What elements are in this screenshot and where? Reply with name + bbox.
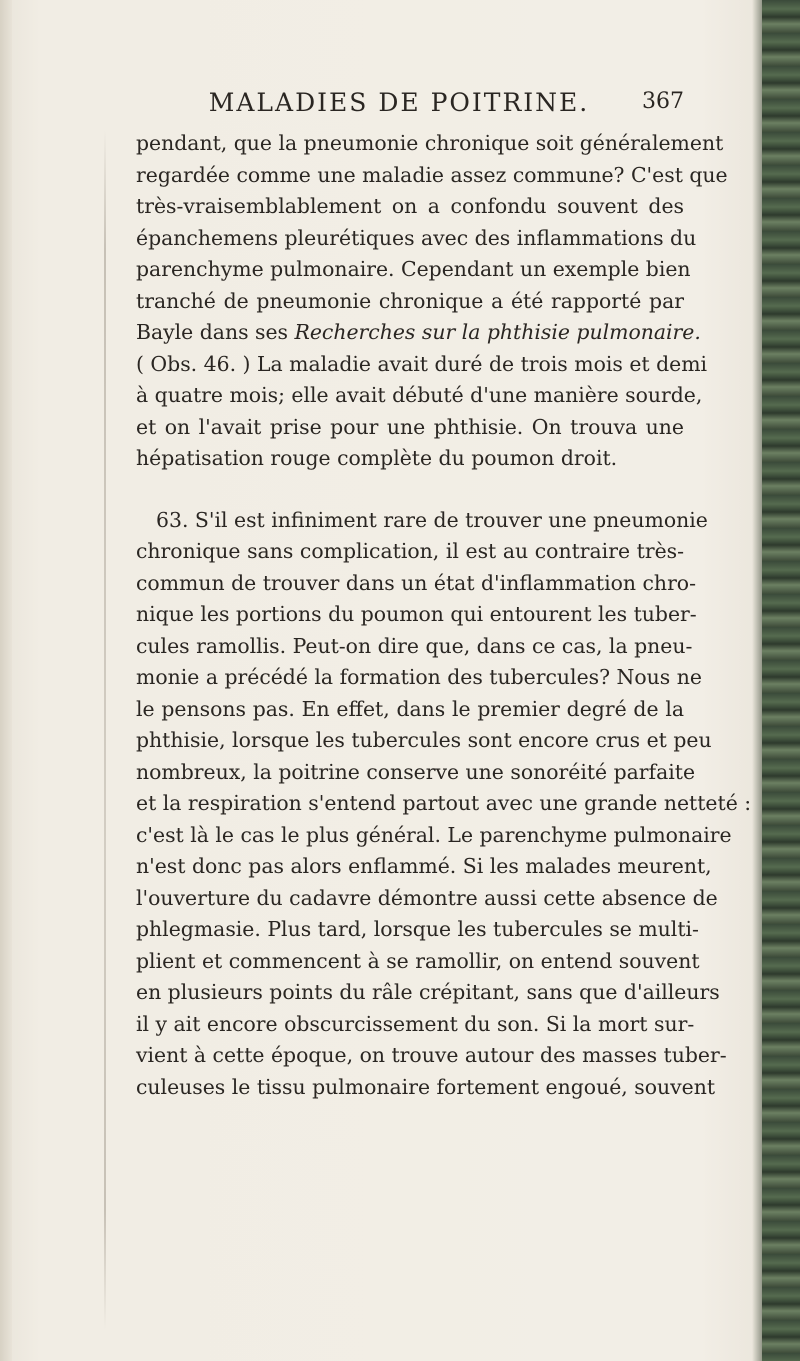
- text-line: très-vraisemblablement on a confondu souvent des: [136, 194, 684, 218]
- page-number: 367: [642, 89, 684, 114]
- text-line: en plusieurs points du râle crépitant, sans que d'ailleurs: [136, 980, 720, 1004]
- text-line: commun de trouver dans un état d'inflammation chro-: [136, 570, 696, 595]
- text-line: à quatre mois; elle avait débuté d'une manière sourde,: [136, 383, 703, 407]
- text-line: vient à cette époque, on trouve autour des masses tuber-: [136, 1043, 727, 1067]
- text-line: il y ait encore obscurcissement du son. Si la mort sur-: [136, 1011, 695, 1036]
- text-line: épanchemens pleurétiques avec des inflammations du: [136, 225, 697, 250]
- paragraph-gap: [136, 475, 684, 505]
- cited-work-title: Recherches sur la phthisie pulmonaire.: [294, 320, 701, 344]
- text-line: cules ramollis. Peut-on dire que, dans ce cas, la pneu-: [136, 633, 693, 658]
- text-line: hépatisation rouge complète du poumon droit.: [136, 446, 618, 470]
- text-line: ( Obs. 46. ) La maladie avait duré de trois mois et demi: [136, 351, 708, 376]
- text-line: plient et commencent à se ramollir, on entend souvent: [136, 948, 700, 973]
- text-line: l'ouverture du cadavre démontre aussi cette absence de: [136, 885, 718, 910]
- text-line: 63. S'il est infiniment rare de trouver une pneumonie: [156, 507, 708, 532]
- text-fragment: Bayle dans ses: [136, 320, 295, 344]
- book-cover-edge: [762, 0, 800, 1361]
- text-line: n'est donc pas alors enflammé. Si les malades meurent,: [136, 854, 712, 878]
- text-line: pendant, que la pneumonie chronique soit généralement: [136, 131, 724, 155]
- text-line: tranché de pneumonie chronique a été rapporté par: [136, 288, 684, 313]
- page-left-shadow: [0, 0, 12, 1361]
- page-header: [114, 88, 684, 124]
- text-line: culeuses le tissu pulmonaire fortement engoué, souvent: [136, 1074, 716, 1099]
- text-line: phthisie, lorsque les tubercules sont encore crus et peu: [136, 728, 712, 752]
- text-line: monie a précédé la formation des tubercules? Nous ne: [136, 665, 702, 689]
- text-line-with-citation: [136, 317, 701, 349]
- text-line: phlegmasie. Plus tard, lorsque les tubercules se multi-: [136, 917, 699, 941]
- text-line: nique les portions du poumon qui entourent les tuber-: [136, 602, 697, 626]
- text-line: le pensons pas. En effet, dans le premier degré de la: [136, 696, 684, 721]
- text-line: nombreux, la poitrine conserve une sonoréité parfaite: [136, 759, 696, 784]
- text-line: et on l'avait prise pour une phthisie. On trouva une: [136, 414, 684, 439]
- paragraph-2: [136, 505, 752, 1104]
- running-title: MALADIES DE POITRINE.: [208, 88, 590, 117]
- paragraph-1: [136, 128, 728, 475]
- text-line: parenchyme pulmonaire. Cependant un exemple bien: [136, 257, 691, 281]
- gutter-shadow: [104, 130, 106, 1330]
- text-line: et la respiration s'entend partout avec une grande netteté :: [136, 791, 752, 815]
- text-line: chronique sans complication, il est au contraire très-: [136, 539, 684, 563]
- text-line: regardée comme une maladie assez commune? C'est que: [136, 162, 728, 187]
- body-text: [136, 128, 752, 1103]
- text-line: c'est là le cas le plus général. Le parenchyme pulmonaire: [136, 822, 732, 847]
